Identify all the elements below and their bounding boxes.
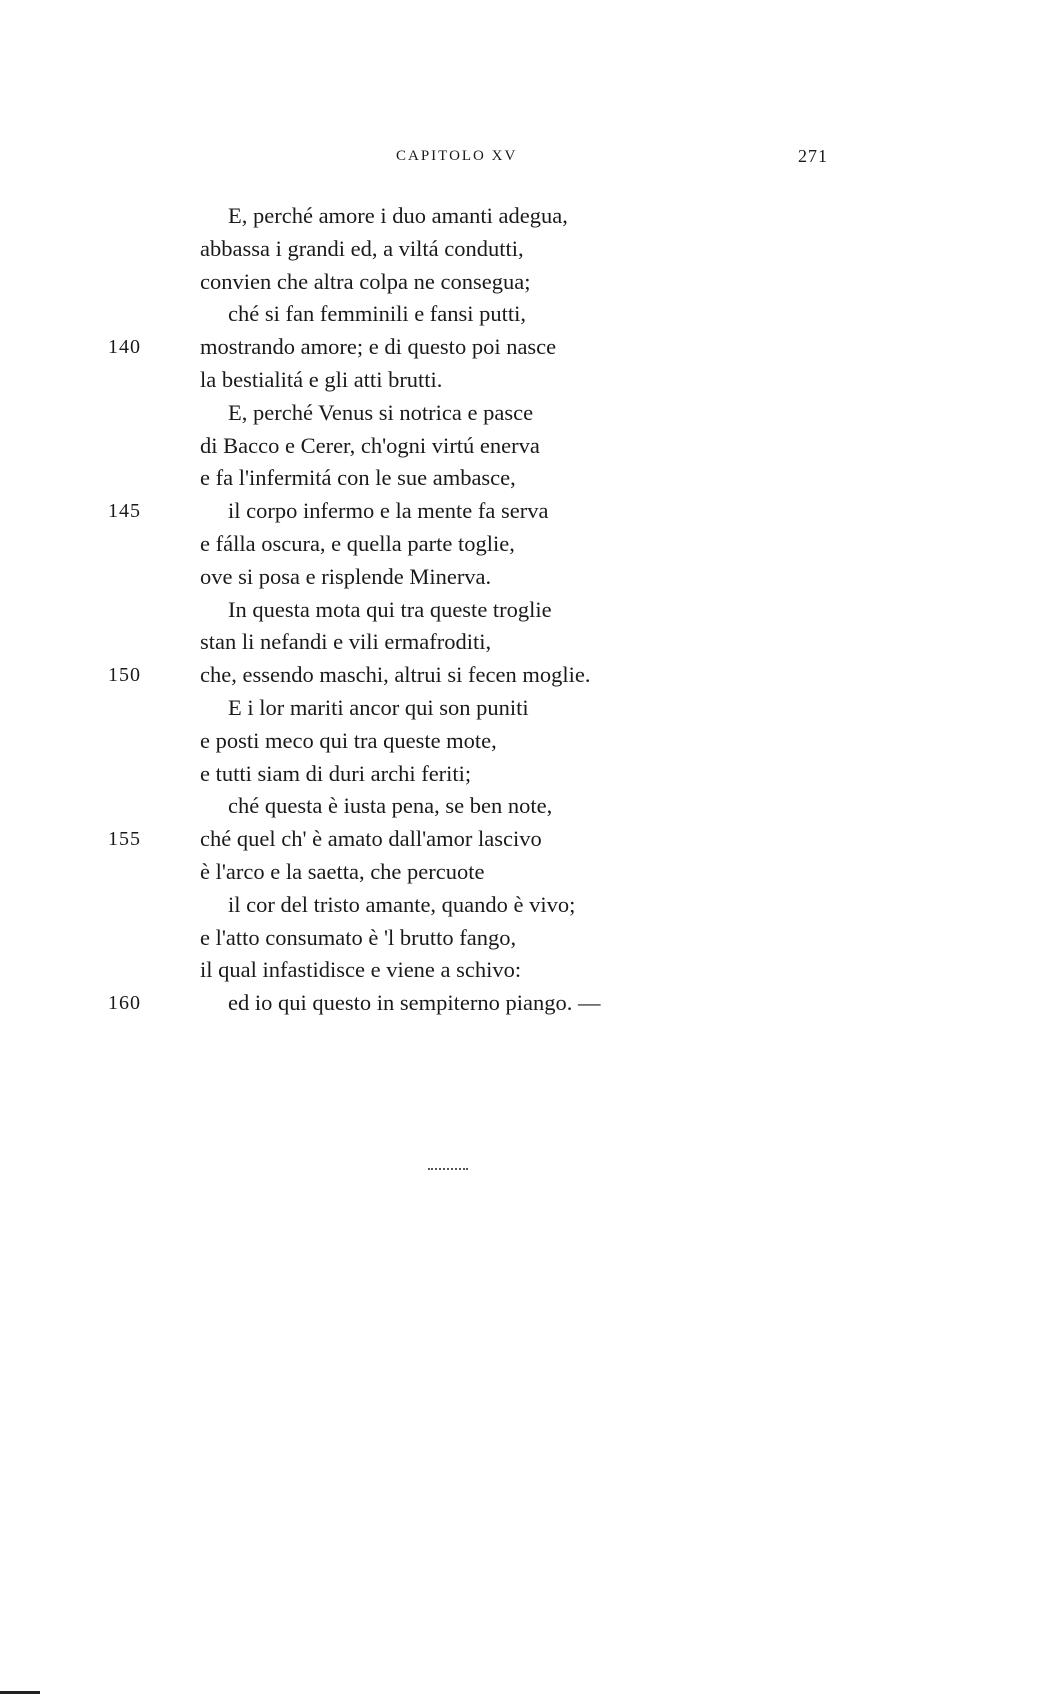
verse-text: il cor del tristo amante, quando è vivo; [228,891,576,917]
verse-line [0,528,1043,561]
page-number: 271 [798,146,828,166]
verse-line [0,364,1043,397]
chapter-title: CAPITOLO XV [396,148,518,164]
verse-line [0,954,1043,987]
verse-number: 150 [108,664,141,687]
verse-line [0,462,1043,495]
verse-number: 160 [108,992,141,1015]
verse-line [0,430,1043,463]
running-head [0,148,1043,172]
verse-line [0,331,1043,364]
verse-line [0,790,1043,823]
verse-text: di Bacco e Cerer, ch'ogni virtú enerva [200,432,540,458]
verse-text: la bestialitá e gli atti brutti. [200,366,443,392]
verse-text: il qual infastidisce e viene a schivo: [200,957,522,983]
verse-text: e fa l'infermitá con le sue ambasce, [200,465,516,491]
verse-text: ché questa è iusta pena, se ben note, [228,793,553,819]
verse-text: E i lor mariti ancor qui son puniti [228,694,529,720]
verse-line [0,758,1043,791]
verse-line [0,495,1043,528]
verse-line [0,692,1043,725]
verse-text: ché quel ch' è amato dall'amor lascivo [200,826,542,852]
verse-text: e fálla oscura, e quella parte toglie, [200,530,515,556]
verse-text: E, perché amore i duo amanti adegua, [228,203,568,228]
verse-text: convien che altra colpa ne consegua; [200,268,531,294]
verse-text: In questa mota qui tra queste troglie [228,596,552,622]
verse-line [0,889,1043,922]
verse-text: che, essendo maschi, altrui si fecen moglie. [200,662,591,688]
scan-edge-mark [0,1691,40,1694]
verse-line [0,233,1043,266]
verse-text: mostrando amore; e di questo poi nasce [200,334,557,360]
verse-line [0,823,1043,856]
verse-line [0,922,1043,955]
verse-number: 140 [108,336,141,359]
verse-text: ove si posa e risplende Minerva. [200,563,492,589]
verse-text: e tutti siam di duri archi feriti; [200,760,472,786]
verse-line [0,561,1043,594]
verse-text: E, perché Venus si notrica e pasce [228,399,534,425]
verse-line [0,594,1043,627]
verse-number: 145 [108,500,141,523]
verse-line [0,856,1043,889]
verse-text: e l'atto consumato è 'l brutto fango, [200,924,517,950]
verse-number: 155 [108,828,141,851]
verse-text: abbassa i grandi ed, a viltá condutti, [200,235,524,261]
verse-text: è l'arco e la saetta, che percuote [200,858,485,884]
verse-line [0,659,1043,692]
verse-text: stan li nefandi e vili ermafroditi, [200,629,492,655]
verse-text: ed io qui questo in sempiterno piango. — [228,990,601,1016]
verse-line [0,987,1043,1020]
verse-line [0,725,1043,758]
verse-line [0,200,1043,233]
verse-line [0,298,1043,331]
verse-line [0,266,1043,299]
verse-line [0,397,1043,430]
end-ornament [428,1168,468,1172]
verse-text: e posti meco qui tra queste mote, [200,727,497,753]
poem-body [0,200,1043,1020]
verse-line [0,626,1043,659]
verse-text: il corpo infermo e la mente fa serva [228,498,549,524]
verse-text: ché si fan femminili e fansi putti, [228,301,527,327]
